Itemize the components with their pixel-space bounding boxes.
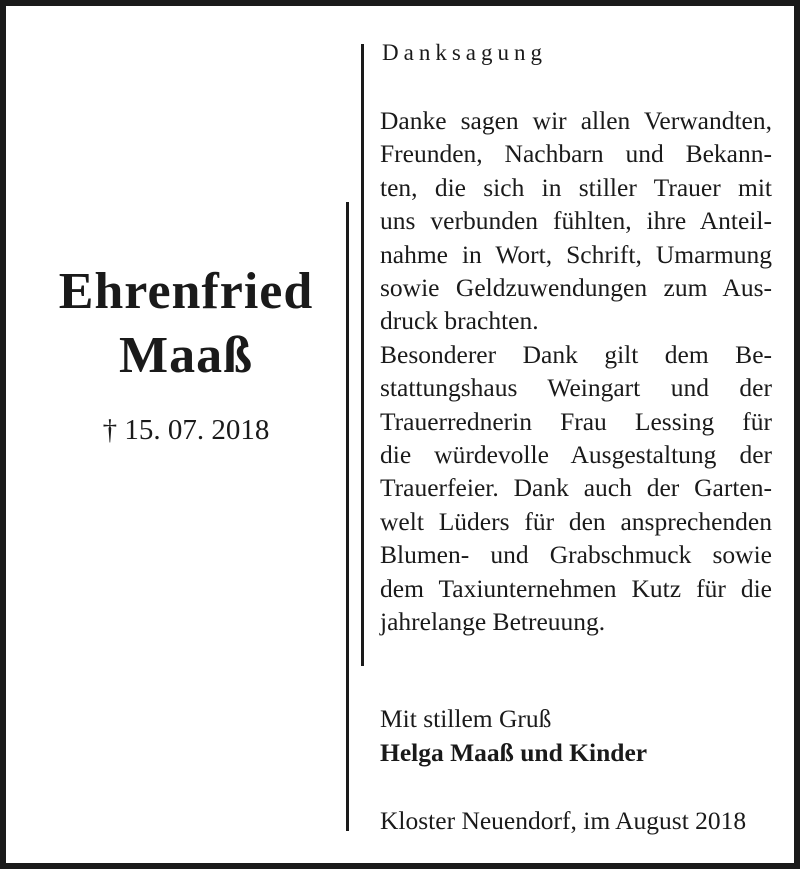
body-line: Freunden, Nachbarn und Bekann- bbox=[380, 139, 772, 169]
body-line: Trauerfeier. Dank auch der Garten- bbox=[380, 473, 772, 503]
body-line: jahrelange Betreuung. bbox=[380, 607, 606, 637]
body-line: welt Lüders für den ansprechenden bbox=[380, 506, 772, 536]
place-date: Kloster Neuendorf, im August 2018 bbox=[380, 806, 747, 835]
body-line: sowie Geldzuwendungen zum Aus- bbox=[380, 273, 772, 303]
deceased-last-name: Maaß bbox=[119, 327, 253, 384]
divider-right bbox=[361, 44, 364, 666]
body-line: dem Taxiunternehmen Kutz für die bbox=[380, 573, 772, 603]
notice-heading: Danksagung bbox=[382, 40, 547, 65]
body-line: die würdevolle Ausgestaltung der bbox=[380, 440, 772, 470]
body-line: Danke sagen wir allen Verwandten, bbox=[380, 106, 772, 135]
body-line: nahme in Wort, Schrift, Umarmung bbox=[380, 239, 772, 269]
greeting: Mit stillem Gruß bbox=[380, 704, 552, 733]
body-line: stattungshaus Weingart und der bbox=[380, 373, 772, 403]
notice-body bbox=[380, 104, 772, 639]
body-line: Besonderer Dank gilt dem Be- bbox=[380, 339, 772, 369]
body-line: ten, die sich in stiller Trauer mit bbox=[380, 172, 772, 202]
deceased-first-name: Ehrenfried bbox=[58, 263, 314, 320]
body-line: druck brachten. bbox=[380, 306, 539, 336]
body-line: uns verbunden fühlten, ihre Anteil- bbox=[380, 206, 772, 236]
body-line: Trauerrednerin Frau Lessing für bbox=[380, 406, 772, 436]
signers: Helga Maaß und Kinder bbox=[380, 738, 648, 767]
divider-left bbox=[346, 202, 349, 831]
death-date: † 15. 07. 2018 bbox=[102, 414, 270, 446]
body-line: Blumen- und Grabschmuck sowie bbox=[380, 540, 772, 570]
